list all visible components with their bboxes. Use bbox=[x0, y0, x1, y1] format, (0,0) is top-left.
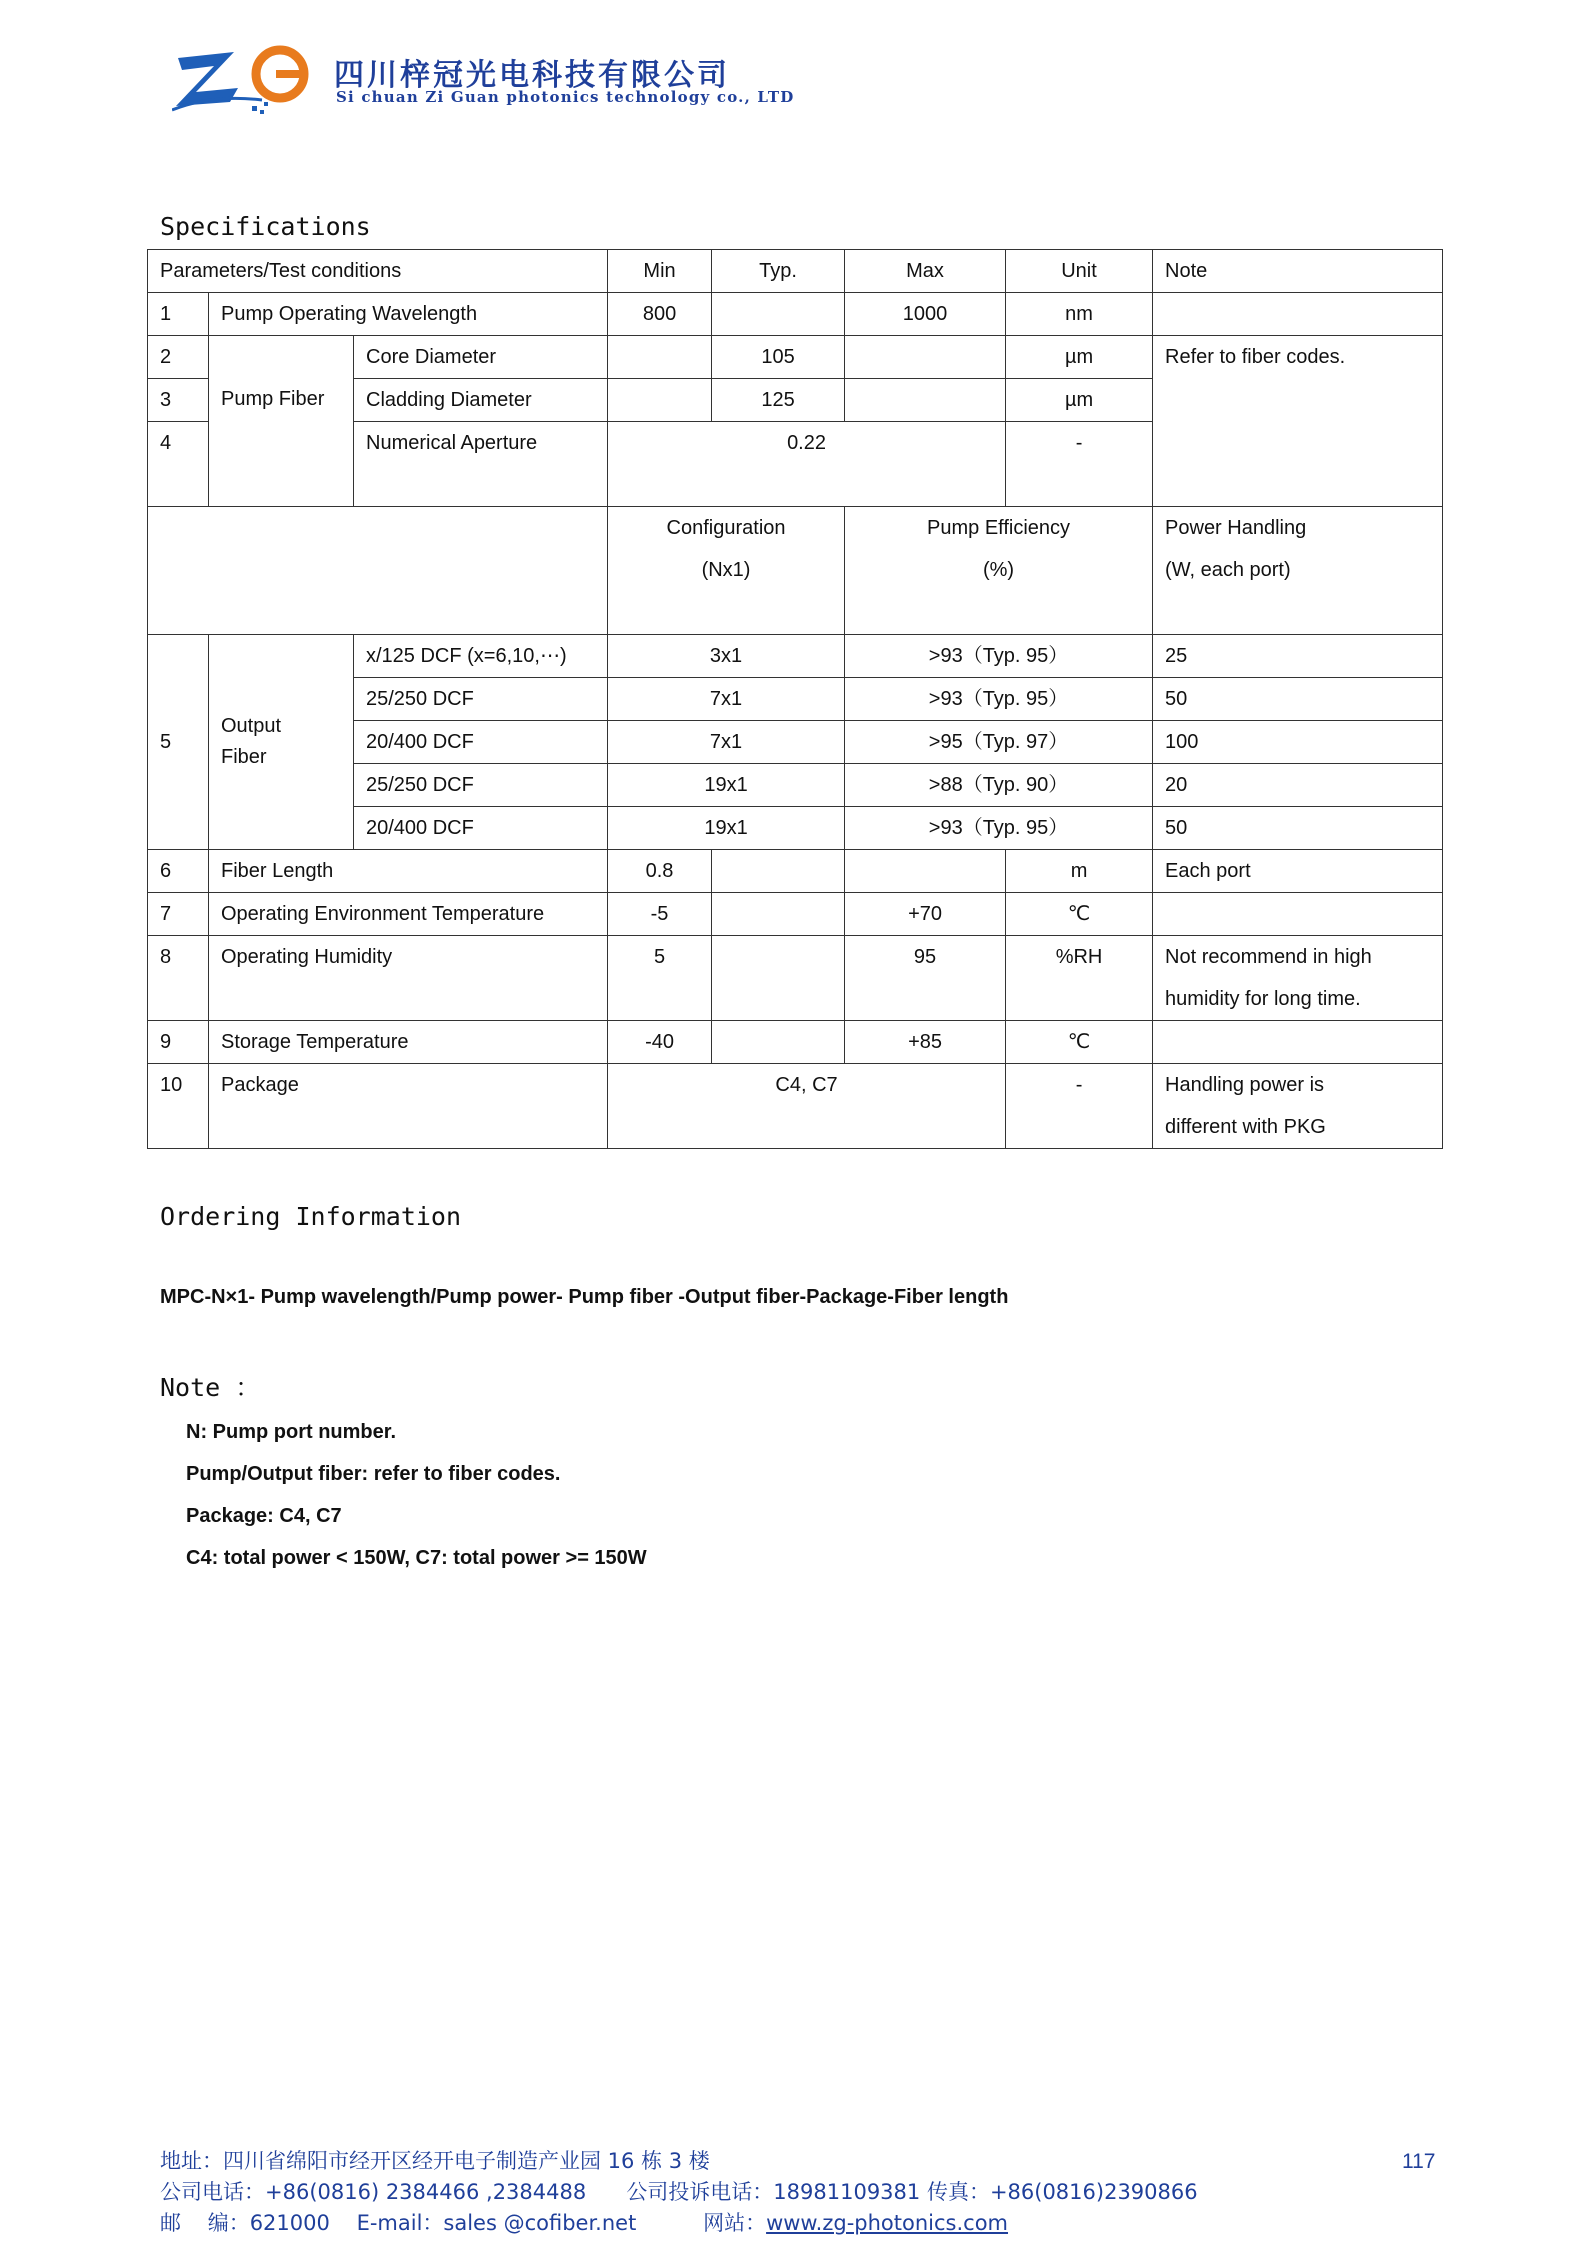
row-efficiency: >93（Typ. 95） bbox=[845, 635, 1153, 678]
note-list bbox=[186, 1411, 647, 1579]
note-line: humidity for long time. bbox=[1165, 988, 1361, 1010]
row-config: 7x1 bbox=[608, 678, 845, 721]
footer-phone: 公司电话：+86(0816) 2384466 ,2384488 bbox=[160, 2180, 587, 2204]
table-header-row bbox=[148, 250, 1443, 293]
table-row bbox=[148, 893, 1443, 936]
note-item: Pump/Output fiber: refer to fiber codes. bbox=[186, 1463, 561, 1485]
row-param: Pump Operating Wavelength bbox=[209, 293, 608, 336]
header-unit: Unit bbox=[1006, 250, 1153, 293]
row-fiber: 20/400 DCF bbox=[354, 721, 608, 764]
row-unit: m bbox=[1006, 850, 1153, 893]
power-label: Power Handling bbox=[1165, 517, 1307, 539]
row-min: 0.8 bbox=[608, 850, 712, 893]
row-power: 25 bbox=[1153, 635, 1443, 678]
row-power: 20 bbox=[1153, 764, 1443, 807]
row-param: Core Diameter bbox=[354, 336, 608, 379]
row-param: Cladding Diameter bbox=[354, 379, 608, 422]
output-header-power bbox=[1153, 507, 1443, 635]
row-no: 8 bbox=[148, 936, 209, 1021]
output-header-row bbox=[148, 507, 1443, 635]
row-power: 50 bbox=[1153, 807, 1443, 850]
footer-complaint: 公司投诉电话：18981109381 传真：+86(0816)2390866 bbox=[626, 2180, 1198, 2204]
table-row bbox=[148, 293, 1443, 336]
output-header-blank bbox=[148, 507, 608, 635]
row-config: 7x1 bbox=[608, 721, 845, 764]
ordering-title: Ordering Information bbox=[160, 1202, 462, 1231]
output-group-line: Fiber bbox=[221, 746, 267, 768]
footer-postcode-email: 邮 编：621000 E-mail：sales @cofiber.net bbox=[160, 2211, 637, 2235]
company-name-cn: 四川梓冠光电科技有限公司 bbox=[334, 58, 730, 93]
note-line: Not recommend in high bbox=[1165, 946, 1372, 968]
row-power: 100 bbox=[1153, 721, 1443, 764]
row-no: 1 bbox=[148, 293, 209, 336]
table-row bbox=[148, 936, 1443, 1021]
table-row bbox=[148, 1021, 1443, 1064]
note-item: C4: total power < 150W, C7: total power >= 150W bbox=[186, 1547, 647, 1569]
row-typ: 125 bbox=[712, 379, 845, 422]
row-no: 3 bbox=[148, 379, 209, 422]
row-unit: %RH bbox=[1006, 936, 1153, 1021]
row-min: -40 bbox=[608, 1021, 712, 1064]
row-config: 3x1 bbox=[608, 635, 845, 678]
footer-site-label: 网站： bbox=[703, 2211, 767, 2235]
row-param: Package bbox=[209, 1064, 608, 1149]
row-no: 2 bbox=[148, 336, 209, 379]
row-typ bbox=[712, 850, 845, 893]
header-min: Min bbox=[608, 250, 712, 293]
header-note: Note bbox=[1153, 250, 1443, 293]
row-unit: µm bbox=[1006, 336, 1153, 379]
row-param: Operating Humidity bbox=[209, 936, 608, 1021]
row-no: 10 bbox=[148, 1064, 209, 1149]
row-fiber: 20/400 DCF bbox=[354, 807, 608, 850]
page-number: 117 bbox=[1402, 2150, 1436, 2173]
row-typ bbox=[712, 936, 845, 1021]
row-max: 95 bbox=[845, 936, 1006, 1021]
row-typ bbox=[712, 893, 845, 936]
row-unit: - bbox=[1006, 422, 1153, 507]
row-max bbox=[845, 379, 1006, 422]
row-note bbox=[1153, 293, 1443, 336]
row-note: Each port bbox=[1153, 850, 1443, 893]
header-max: Max bbox=[845, 250, 1006, 293]
row-note: Refer to fiber codes. bbox=[1153, 336, 1443, 507]
row-value: 0.22 bbox=[608, 422, 1006, 507]
row-min bbox=[608, 379, 712, 422]
efficiency-label: Pump Efficiency bbox=[927, 517, 1071, 539]
note-item: N: Pump port number. bbox=[186, 1421, 396, 1443]
power-unit: (W, each port) bbox=[1165, 559, 1291, 581]
row-power: 50 bbox=[1153, 678, 1443, 721]
row-fiber: 25/250 DCF bbox=[354, 678, 608, 721]
note-title: Note ： bbox=[160, 1373, 261, 1402]
config-unit: (Nx1) bbox=[701, 559, 751, 581]
output-header-config bbox=[608, 507, 845, 635]
row-fiber: x/125 DCF (x=6,10,⋯) bbox=[354, 635, 608, 678]
header-typ: Typ. bbox=[712, 250, 845, 293]
row-config: 19x1 bbox=[608, 764, 845, 807]
row-max bbox=[845, 336, 1006, 379]
footer-address: 地址：四川省绵阳市经开区经开电子制造产业园 16 栋 3 楼 bbox=[160, 2149, 710, 2173]
specifications-title: Specifications bbox=[160, 212, 371, 241]
row-param: Fiber Length bbox=[209, 850, 608, 893]
footer-contact bbox=[160, 2208, 1198, 2239]
row-unit: µm bbox=[1006, 379, 1153, 422]
footer-phones bbox=[160, 2177, 1198, 2208]
note-item: Package: C4, C7 bbox=[186, 1505, 342, 1527]
row-note bbox=[1153, 893, 1443, 936]
row-config: 19x1 bbox=[608, 807, 845, 850]
row-typ bbox=[712, 1021, 845, 1064]
ordering-code: MPC-N×1- Pump wavelength/Pump power- Pump fiber -Output fiber-Package-Fiber length bbox=[160, 1286, 1009, 1308]
header-parameters: Parameters/Test conditions bbox=[148, 250, 608, 293]
row-max: +85 bbox=[845, 1021, 1006, 1064]
row-typ: 105 bbox=[712, 336, 845, 379]
output-header-efficiency bbox=[845, 507, 1153, 635]
row-unit: - bbox=[1006, 1064, 1153, 1149]
row-unit: nm bbox=[1006, 293, 1153, 336]
row-note bbox=[1153, 936, 1443, 1021]
row-unit: ℃ bbox=[1006, 1021, 1153, 1064]
row-max bbox=[845, 850, 1006, 893]
page-footer bbox=[160, 2146, 1198, 2239]
row-efficiency: >93（Typ. 95） bbox=[845, 678, 1153, 721]
specifications-table bbox=[147, 249, 1443, 1149]
row-min bbox=[608, 336, 712, 379]
table-row bbox=[148, 850, 1443, 893]
output-group-line: Output bbox=[221, 715, 282, 737]
row-no: 7 bbox=[148, 893, 209, 936]
row-note bbox=[1153, 1021, 1443, 1064]
row-no: 5 bbox=[148, 635, 209, 850]
row-param: Operating Environment Temperature bbox=[209, 893, 608, 936]
row-efficiency: >93（Typ. 95） bbox=[845, 807, 1153, 850]
company-logo bbox=[172, 44, 322, 116]
row-unit: ℃ bbox=[1006, 893, 1153, 936]
note-line: different with PKG bbox=[1165, 1116, 1326, 1138]
row-param: Numerical Aperture bbox=[354, 422, 608, 507]
row-value: C4, C7 bbox=[608, 1064, 1006, 1149]
row-efficiency: >95（Typ. 97） bbox=[845, 721, 1153, 764]
row-min: 5 bbox=[608, 936, 712, 1021]
row-max: 1000 bbox=[845, 293, 1006, 336]
row-no: 4 bbox=[148, 422, 209, 507]
config-label: Configuration bbox=[666, 517, 786, 539]
table-row bbox=[148, 336, 1443, 379]
row-param: Storage Temperature bbox=[209, 1021, 608, 1064]
row-min: 800 bbox=[608, 293, 712, 336]
row-min: -5 bbox=[608, 893, 712, 936]
output-fiber-group bbox=[209, 635, 354, 850]
pump-fiber-group: Pump Fiber bbox=[209, 336, 354, 507]
row-efficiency: >88（Typ. 90） bbox=[845, 764, 1153, 807]
note-line: Handling power is bbox=[1165, 1074, 1325, 1096]
row-no: 6 bbox=[148, 850, 209, 893]
footer-website-link[interactable]: www.zg-photonics.com bbox=[766, 2211, 1009, 2235]
row-note bbox=[1153, 1064, 1443, 1149]
row-fiber: 25/250 DCF bbox=[354, 764, 608, 807]
table-row bbox=[148, 1064, 1443, 1149]
row-no: 9 bbox=[148, 1021, 209, 1064]
efficiency-unit: (%) bbox=[982, 559, 1015, 581]
row-typ bbox=[712, 293, 845, 336]
row-max: +70 bbox=[845, 893, 1006, 936]
table-row bbox=[148, 635, 1443, 678]
company-name-en: Si chuan Zi Guan photonics technology co., LTD bbox=[336, 88, 795, 106]
